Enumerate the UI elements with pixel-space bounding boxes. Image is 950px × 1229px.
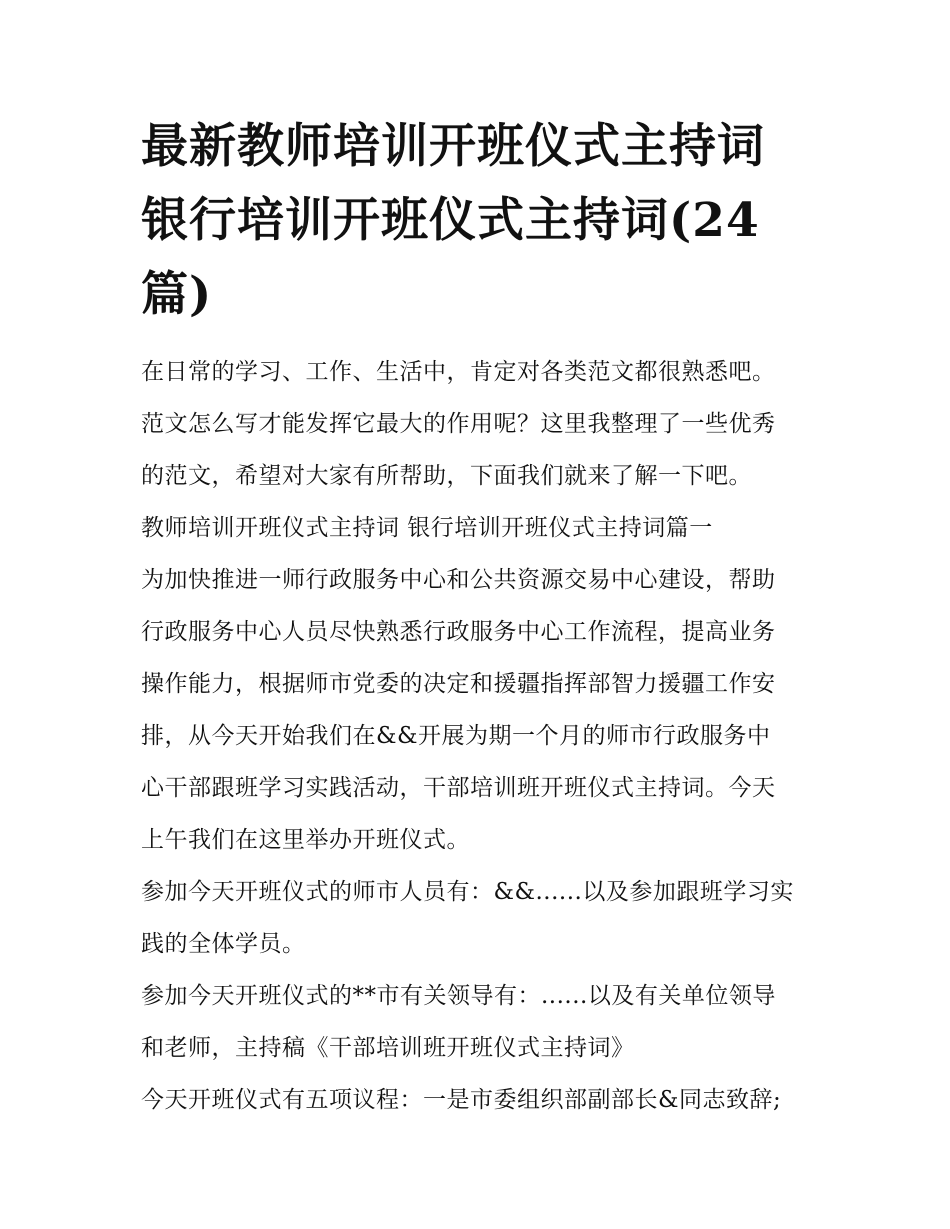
paragraph-line: 操作能力，根据师市党委的决定和援疆指挥部智力援疆工作安 [141,671,776,697]
body-paragraph [141,1074,821,1126]
paragraph-line: 为加快推进一师行政服务中心和公共资源交易中心建设，帮助 [141,567,776,593]
document-title [141,110,821,332]
paragraph-line: 践的全体学员。 [141,931,306,957]
paragraph-line: 心干部跟班学习实践活动，干部培训班开班仪式主持词。今天 [141,775,776,801]
title-line: 银行培训开班仪式主持词(24 [141,193,760,248]
body-paragraph [141,970,821,1074]
paragraph-line: 教师培训开班仪式主持词 银行培训开班仪式主持词篇一 [141,515,713,541]
paragraph-line: 排，从今天开始我们在&&开展为期一个月的师市行政服务中 [141,723,771,749]
document-page [141,110,821,1126]
paragraph-line: 今天开班仪式有五项议程：一是市委组织部副部长&同志致辞; [141,1087,782,1113]
paragraph-line: 参加今天开班仪式的师市人员有：&&......以及参加跟班学习实 [141,879,794,905]
title-line: 最新教师培训开班仪式主持词 [141,119,765,174]
paragraph-line: 的范文，希望对大家有所帮助，下面我们就来了解一下吧。 [141,463,752,489]
intro-paragraph [141,346,821,502]
body-paragraph [141,866,821,970]
paragraph-line: 和老师，主持稿《干部培训班开班仪式主持词》 [141,1035,635,1061]
paragraph-line: 范文怎么写才能发挥它最大的作用呢？这里我整理了一些优秀 [141,411,776,437]
paragraph-line: 上午我们在这里举办开班仪式。 [141,827,470,853]
title-line: 篇) [141,267,213,322]
body-paragraph [141,554,821,866]
section-heading [141,502,821,554]
paragraph-line: 行政服务中心人员尽快熟悉行政服务中心工作流程，提高业务 [141,619,776,645]
paragraph-line: 在日常的学习、工作、生活中，肯定对各类范文都很熟悉吧。 [141,359,776,385]
paragraph-line: 参加今天开班仪式的**市有关领导有：......以及有关单位领导 [141,983,776,1009]
